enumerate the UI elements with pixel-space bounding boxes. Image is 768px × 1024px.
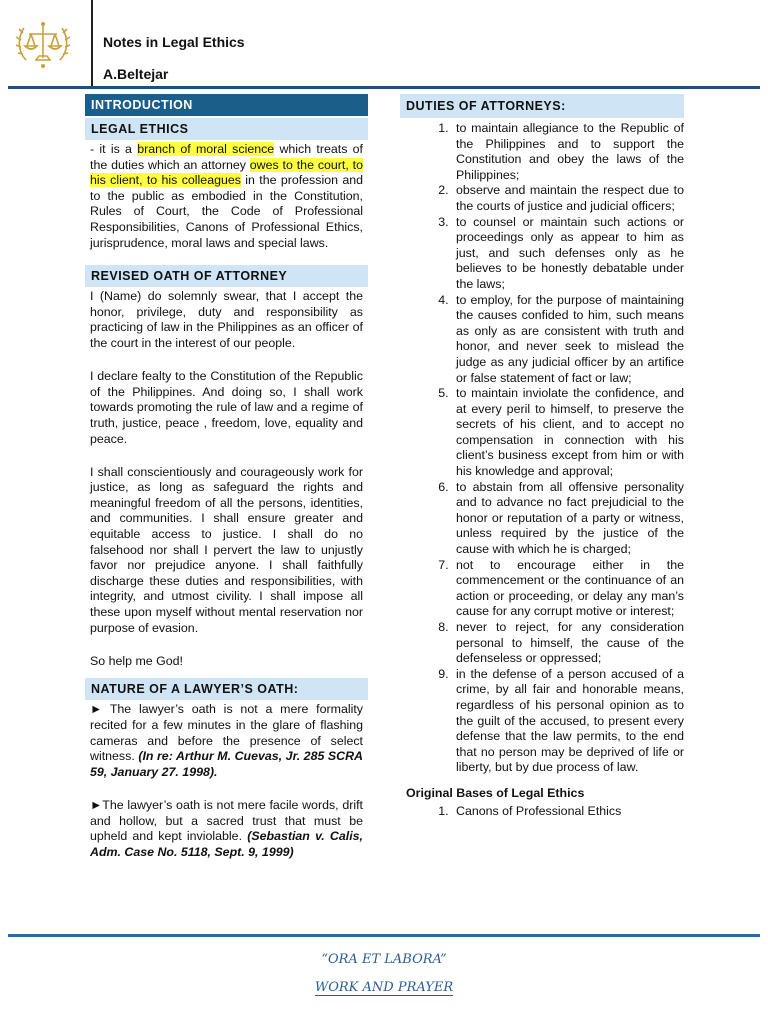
original-bases-list: [400, 804, 684, 820]
footer-motto-latin: “ORA ET LABORA”: [321, 952, 447, 967]
list-item: 1. to maintain allegiance to the Republic of the Philippines and to support the Constitution and obey the laws of the Philippines;: [452, 121, 684, 183]
right-column: [400, 94, 684, 819]
introduction-heading: INTRODUCTION: [85, 94, 368, 116]
oath-closing: So help me God!: [90, 653, 183, 668]
original-bases-title: Original Bases of Legal Ethics: [406, 785, 585, 800]
left-column: [85, 94, 368, 860]
list-item: 7. not to encourage either in the commencement or the continuance of an action or proceeding, or delay any man’s cause for any corrupt motive or interest;: [452, 558, 684, 620]
page-header: [0, 0, 768, 90]
oath-paragraph: I shall conscientiously and courageously work for justice, as long as safeguard the rights and meaningful freedom of all the persons, identities, and communities. I shall ensure greater and equitable access to justice. I shall do no falsehood nor shall I pervert the law to unjustly favor nor prejudice anyone. I shall faithfully discharge these duties and responsibilities, with integrity, and utmost civility. I shall impose all these upon myself without mental reservation nor purpose of evasion.: [90, 464, 363, 635]
list-item: 4. to employ, for the purpose of maintaining the causes confided to him, such means as only as are consistent with truth and honor, and never seek to mislead the judge as any judicial officer by an artifice or false statement of fact or law;: [452, 293, 684, 387]
nature-point: ► The lawyer’s oath is not a mere formality recited for a few minutes in the glare of flashing cameras and before the presence of select witness. (In re: Arthur M. Cuevas, Jr. 285 SCRA 59, January 27. 1998).: [90, 702, 364, 779]
citation: (Sebastian v. Calis, Adm. Case No. 5118, Sept. 9, 1999): [90, 829, 363, 859]
duties-heading: DUTIES OF ATTORNEYS:: [400, 94, 684, 118]
list-item: 6. to abstain from all offensive personality and to advance no fact prejudicial to the honor or reputation of a party or witness, unless required by the justice of the cause with which he is charged;: [452, 480, 684, 558]
highlight-moral-science: branch of moral science: [137, 142, 275, 156]
nature-heading: NATURE OF A LAWYER’S OATH:: [85, 678, 368, 700]
list-item: 9. in the defense of a person accused of a crime, by all fair and honorable means, regardless of his personal opinion as to the guilt of the accused, to present every defense that the law permits, to the end that no person may be deprived of life or liberty, but by due process of law.: [452, 667, 684, 776]
list-item: 1. Canons of Professional Ethics: [452, 804, 684, 820]
oath-paragraph: I (Name) do solemnly swear, that I accept the honor, privilege, duty and responsibility as practicing of law in the Philippines as an officer of the court in the interest of our people.: [90, 289, 363, 350]
document-title: Notes in Legal Ethics: [103, 34, 245, 50]
list-item: 8. never to reject, for any consideration personal to himself, the cause of the defenseless or oppressed;: [452, 620, 684, 667]
duties-list: [400, 121, 684, 776]
highlight-owes-duties: owes to the court, to his client, to his colleagues: [90, 157, 363, 188]
legal-ethics-heading: LEGAL ETHICS: [85, 118, 368, 140]
list-item: 3. to counsel or maintain such actions or proceedings only as appear to him as just, and such defenses only as he believes to be honestly debatable under the laws;: [452, 215, 684, 293]
header-divider: [91, 0, 93, 88]
nature-point: ►The lawyer’s oath is not mere facile words, drift and hollow, but a sacred trust that must be upheld and kept inviolable. (Sebastian v. Calis, Adm. Case No. 5118, Sept. 9, 1999): [90, 797, 363, 859]
oath-heading: REVISED OATH OF ATTORNEY: [85, 265, 368, 287]
header-rule: [8, 86, 760, 89]
document-author: A.Beltejar: [103, 66, 169, 82]
oath-paragraph: I declare fealty to the Constitution of the Republic of the Philippines. And doing so, I shall work towards promoting the rule of law and a regime of truth, justice, peace , freedom, love, equality and peace.: [90, 369, 363, 446]
footer-motto-english: WORK AND PRAYER: [314, 980, 454, 995]
list-item: 5. to maintain inviolate the confidence, and at every peril to himself, to preserve the secrets of his client, and to accept no compensation in connection with his client’s business except from him or with his knowledge and approval;: [452, 386, 684, 480]
footer-rule: [8, 934, 760, 937]
list-item: 2. observe and maintain the respect due to the courts of justice and judicial officers;: [452, 183, 684, 214]
scales-of-justice-logo-icon: [12, 14, 74, 76]
citation: (In re: Arthur M. Cuevas, Jr. 285 SCRA 59, January 27. 1998).: [90, 749, 364, 779]
legal-ethics-definition: - it is a branch of moral science which treats of the duties which an attorney owes to the court, to his client, to his colleagues in the profession and to the public as embodied in the Constitution, Rules of Court, the Code of Professional Responsibilities, Canons of Professional Ethics, jurisprudence, moral laws and special laws.: [90, 142, 363, 250]
